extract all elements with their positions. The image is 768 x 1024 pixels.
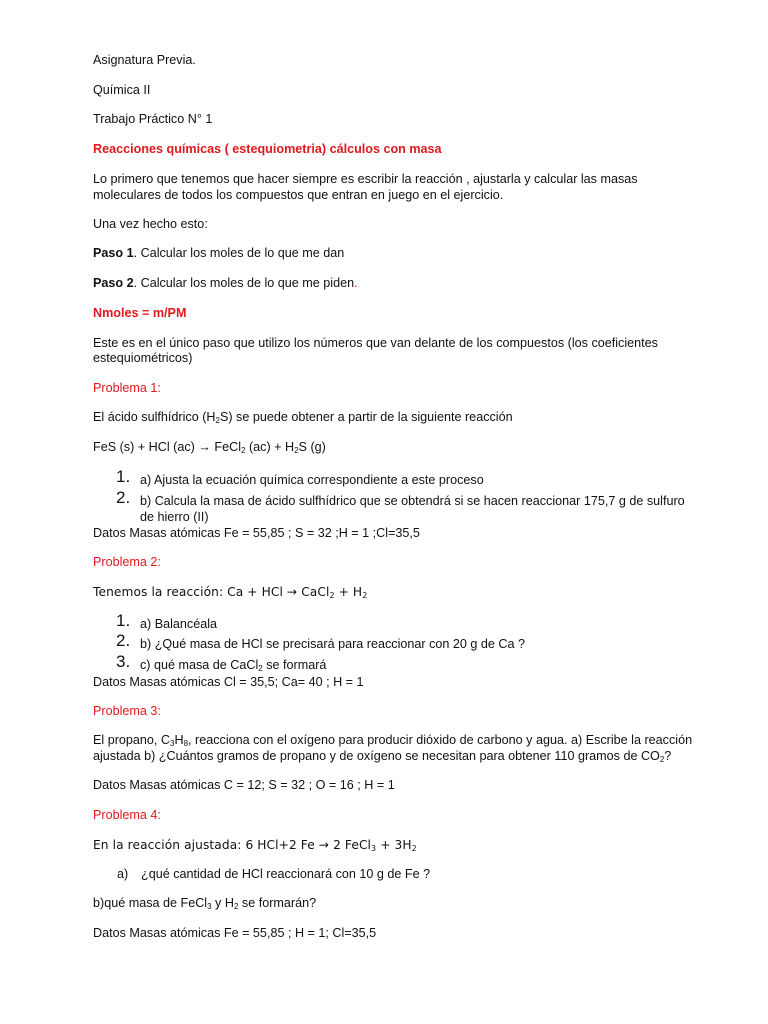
list-number: 1. <box>116 467 131 486</box>
item-text: y H <box>211 896 234 910</box>
list-number: 3. <box>116 652 131 671</box>
list-number: 2. <box>116 631 131 650</box>
statement-text: S) se puede obtener a partir de la siguiente reacción <box>219 410 513 424</box>
subscript: 8 <box>183 739 189 748</box>
reaction-text: + H <box>334 585 363 599</box>
reaction-text: + 3H <box>376 838 412 852</box>
step-1 <box>93 245 344 261</box>
problem-1-data: Datos Masas atómicas Fe = 55,85 ; S = 32 ;H = 1 ;Cl=35,5 <box>93 526 420 540</box>
subscript: 2 <box>241 446 246 455</box>
statement-text: H <box>174 733 184 747</box>
subscript: 2 <box>215 416 220 425</box>
item-text: se formarán? <box>238 896 317 910</box>
step-2-dot: . <box>354 276 358 290</box>
step-2-label: Paso 2 <box>93 276 134 290</box>
problem-4-data: Datos Masas atómicas Fe = 55,85 ; H = 1; Cl=35,5 <box>93 926 377 940</box>
statement-text: El ácido sulfhídrico (H <box>93 410 216 424</box>
intro-line-2: moleculares de todos los compuestos que entran en juego en el ejercicio. <box>93 188 504 202</box>
step-1-label: Paso 1 <box>93 246 134 260</box>
subscript: 2 <box>258 664 263 673</box>
document-title: Reacciones químicas ( estequiometria) cálculos con masa <box>93 142 442 156</box>
course-line: Química II <box>93 83 151 97</box>
list-item-text: a) Balancéala <box>140 617 218 631</box>
step-2 <box>93 275 358 291</box>
statement-text: ? <box>664 749 672 763</box>
problem-2-reaction <box>93 584 367 600</box>
problem-4-item-a-label: a) <box>117 867 129 881</box>
statement-text: El propano, C <box>93 733 171 747</box>
item-text: b)qué masa de FeCl <box>93 896 208 910</box>
subscript: 3 <box>170 739 175 748</box>
list-item-text: b) ¿Qué masa de HCl se precisará para reaccionar con 20 g de Ca ? <box>140 637 526 651</box>
subscript: 2 <box>233 902 239 911</box>
reaction-text: FeS (s) + HCl (ac) → FeCl <box>93 440 241 454</box>
note-line-1: Este es en el único paso que utilizo los números que van delante de los compuestos (los coeficientes <box>93 336 658 350</box>
list-item-text <box>140 657 326 673</box>
problem-4-reaction <box>93 837 417 853</box>
problem-3-heading: Problema 3: <box>93 704 161 718</box>
list-item-text: de hierro (II) <box>140 510 209 524</box>
subscript: 2 <box>294 446 299 455</box>
statement-text: , reacciona con el oxígeno para producir dióxido de carbono y agua. a) Escribe la reacción <box>188 733 693 747</box>
reaction-text: (ac) + H <box>245 440 295 454</box>
item-text: se formará <box>262 658 327 672</box>
moles-formula: Nmoles = m/PM <box>93 306 187 320</box>
list-item-text: b) Calcula la masa de ácido sulfhídrico que se obtendrá si se hacen reaccionar 175,7 g de sulfuro <box>140 494 685 508</box>
subscript: 2 <box>329 591 335 600</box>
problem-3-line-2 <box>93 748 671 764</box>
work-line: Trabajo Práctico N° 1 <box>93 112 213 126</box>
step-1-text: . Calcular los moles de lo que me dan <box>133 246 345 260</box>
subscript: 3 <box>371 844 377 853</box>
subscript: 2 <box>659 755 665 764</box>
problem-2-data: Datos Masas atómicas Cl = 35,5; Ca= 40 ; H = 1 <box>93 675 364 689</box>
problem-1-statement <box>93 409 513 425</box>
list-number: 1. <box>116 611 131 630</box>
step-2-text: . Calcular los moles de lo que me piden <box>133 276 355 290</box>
subscript: 2 <box>362 591 368 600</box>
reaction-text: S (g) <box>298 440 326 454</box>
subject-line: Asignatura Previa. <box>93 53 196 67</box>
problem-2-heading: Problema 2: <box>93 555 161 569</box>
list-number: 2. <box>116 488 131 507</box>
problem-1-reaction <box>93 439 326 455</box>
reaction-text: En la reacción ajustada: 6 HCl+2 Fe → 2 FeCl <box>93 838 372 852</box>
problem-3-data: Datos Masas atómicas C = 12; S = 32 ; O = 16 ; H = 1 <box>93 778 395 792</box>
statement-text: ajustada b) ¿Cuántos gramos de propano y de oxígeno se necesitan para obtener 110 gramos de CO <box>93 749 660 763</box>
problem-4-item-b <box>93 895 316 911</box>
problem-4-heading: Problema 4: <box>93 808 161 822</box>
intro-once: Una vez hecho esto: <box>93 217 208 231</box>
problem-1-heading: Problema 1: <box>93 381 161 395</box>
problem-3-line-1 <box>93 732 692 748</box>
note-line-2: estequiométricos) <box>93 351 193 365</box>
item-text: c) qué masa de CaCl <box>140 658 259 672</box>
list-item-text: a) Ajusta la ecuación química correspondiente a este proceso <box>140 473 484 487</box>
reaction-text: Tenemos la reacción: Ca + HCl → CaCl <box>93 585 330 599</box>
subscript: 3 <box>207 902 212 911</box>
subscript: 2 <box>411 844 417 853</box>
problem-4-item-a-text: ¿qué cantidad de HCl reaccionará con 10 g de Fe ? <box>141 867 431 881</box>
intro-line-1: Lo primero que tenemos que hacer siempre es escribir la reacción , ajustarla y calcular las masas <box>93 172 638 186</box>
